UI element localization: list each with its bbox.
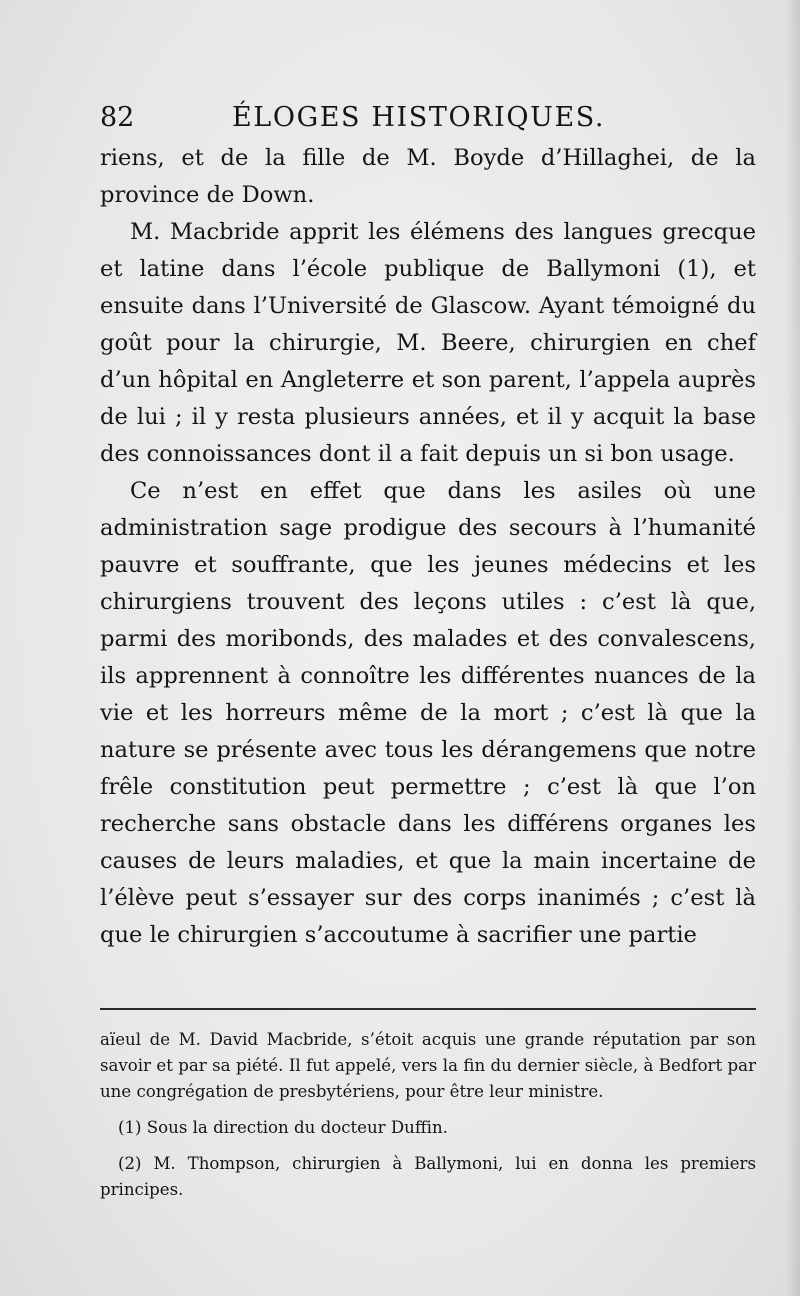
running-head: ÉLOGES HISTORIQUES. <box>232 102 606 133</box>
footnote-rule <box>100 1008 756 1010</box>
footnote-continuation: aïeul de M. David Macbride, s’étoit acquis une grande réputation par son savoir et par sa piété. Il fut appelé, vers la fin du dernier siècle, à Bedfort par une congrégation de presbytériens, pour être leur ministre. <box>100 1030 756 1101</box>
footnote-1: (1) Sous la direction du docteur Duffin. <box>118 1118 448 1137</box>
footnote-2: (2) M. Thompson, chirurgien à Ballymoni, lui en donna les premiers principes. <box>100 1154 756 1199</box>
paragraph-education: M. Macbride apprit les élémens des langues grecque et latine dans l’école publique de Ballymoni (1), et ensuite dans l’Université de Glascow. Ayant témoigné du goût pour la chirurgie, M. Beere, chirurgien en chef d’un hôpital en Angleterre et son parent, l’appela auprès de lui ; il y resta plusieurs années, et il y acquit la base des connoissances dont il a fait depuis un si bon usage. <box>100 219 756 467</box>
main-text <box>100 140 756 954</box>
paragraph-continuation: riens, et de la fille de M. Boyde d’Hillaghei, de la province de Down. <box>100 145 756 208</box>
page-number: 82 <box>100 102 135 133</box>
page-edge-shadow <box>786 0 800 1296</box>
paragraph-hospitals: Ce n’est en effet que dans les asiles où une administration sage prodigue des secours à l’humanité pauvre et souffrante, que les jeunes médecins et les chirurgiens trouvent des leçons utiles : c’est là que, parmi des moribonds, des malades et des convalescens, ils apprennent à connoître les différentes nuances de la vie et les horreurs même de la mort ; c’est là que la nature se présente avec tous les dérangemens que notre frêle constitution peut permettre ; c’est là que l’on recherche sans obstacle dans les différens organes les causes de leurs maladies, et que la main incertaine de l’élève peut s’essayer sur des corps inanimés ; c’est là que le chirurgien s’accoutume à sacrifier une partie <box>100 478 756 948</box>
page-header <box>100 98 760 142</box>
footnotes <box>100 1027 756 1203</box>
